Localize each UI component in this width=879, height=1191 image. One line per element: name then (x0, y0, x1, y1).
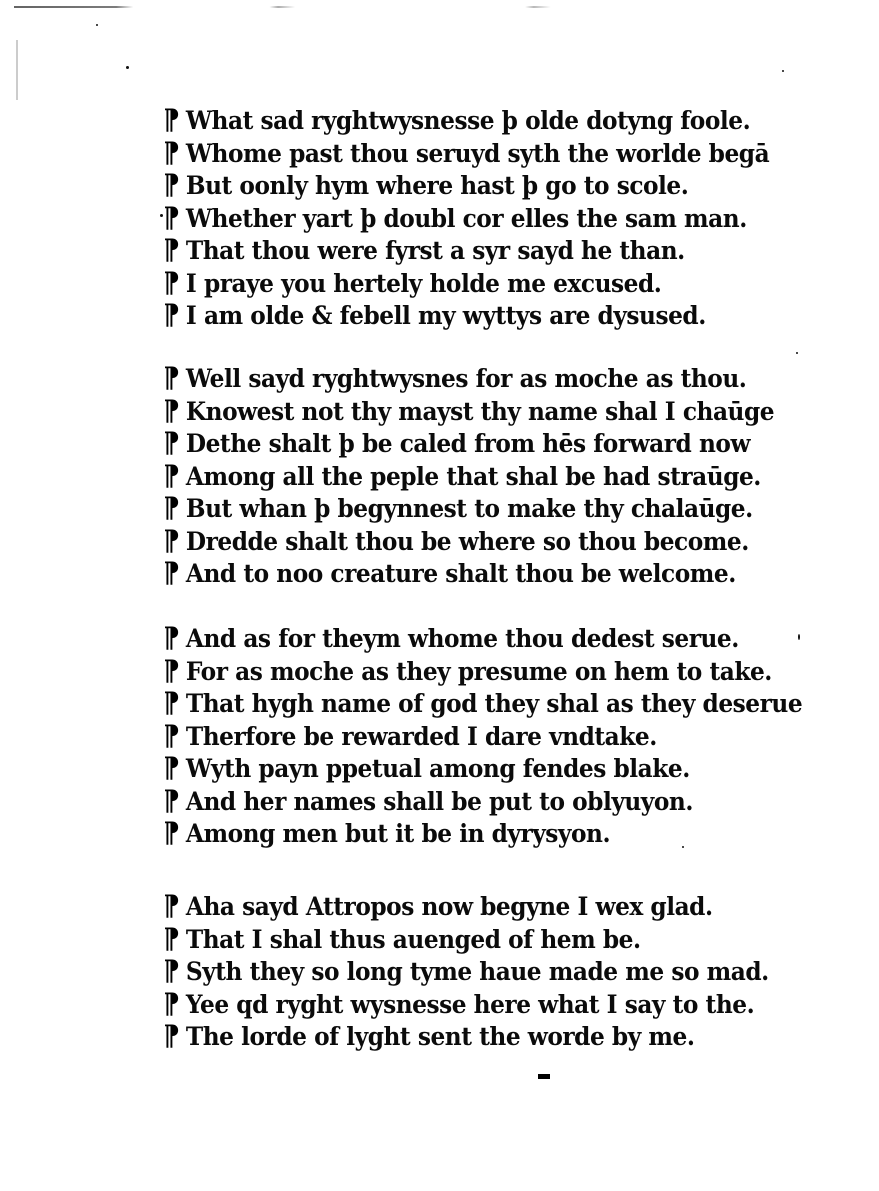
paragraph-mark: ¶ (163, 921, 181, 955)
verse-line (158, 202, 753, 235)
verse-line (158, 135, 770, 170)
paragraph-mark: ¶ (163, 298, 181, 331)
verse-text: Syth they so long tyme haue made me so mad. (185, 957, 769, 986)
paragraph-mark: ¶ (163, 233, 181, 266)
verse-text: Among all the peple that shal be had straūge. (185, 461, 761, 491)
paragraph-mark: ¶ (163, 889, 181, 922)
paragraph-mark: ¶ (163, 265, 181, 299)
stanza-3 (158, 621, 803, 850)
paragraph-mark: ¶ (163, 1019, 181, 1052)
verse-text: That thou were fyrst a syr sayd he than. (185, 236, 685, 265)
verse-text: Yee qd ryght wysnesse here what I say to the. (185, 989, 755, 1019)
verse-text: Wyth payn ppetual among fendes blake. (185, 754, 690, 783)
verse-line (158, 458, 761, 493)
verse-line (158, 752, 753, 785)
ink-speck (96, 24, 98, 26)
verse-text: That I shal thus auenged of hem be. (185, 924, 641, 954)
verse-text: Among men but it be in dyrysyon. (185, 819, 611, 848)
ink-speck (796, 352, 798, 354)
verse-line (158, 890, 753, 923)
verse-line (158, 1020, 753, 1053)
paragraph-mark: ¶ (163, 168, 181, 201)
verse-text: The lorde of lyght sent the worde by me. (185, 1022, 695, 1051)
verse-text: Well sayd ryghtwysnes for as moche as thou. (185, 364, 747, 393)
paragraph-mark: ¶ (163, 954, 181, 987)
paragraph-mark: ¶ (163, 523, 181, 557)
paragraph-mark: ¶ (163, 426, 181, 459)
verse-line (158, 525, 753, 558)
stanza-2 (158, 362, 798, 590)
paragraph-mark: ¶ (163, 686, 181, 719)
verse-line (158, 954, 769, 988)
page-left-edge (16, 40, 18, 100)
verse-text: But whan þ begynnest to make thy chalaūge. (185, 494, 753, 523)
verse-line (158, 720, 753, 753)
verse-text: That hygh name of god they shal as they deserue (185, 689, 803, 718)
verse-line (158, 492, 753, 525)
verse-line (158, 653, 772, 688)
paragraph-mark: ¶ (163, 751, 181, 784)
verse-line (158, 104, 753, 137)
paragraph-mark: ¶ (163, 103, 181, 136)
paragraph-mark: ¶ (163, 718, 181, 752)
verse-line (158, 299, 753, 332)
paragraph-mark: ¶ (163, 491, 181, 524)
end-mark (538, 1074, 550, 1079)
verse-text: For as moche as they presume on hem to take. (185, 656, 772, 686)
verse-text: And her names shall be put to oblyuyon. (185, 786, 693, 816)
paragraph-mark: ¶ (163, 816, 181, 849)
verse-text: Aha sayd Attropos now begyne I wex glad. (185, 892, 713, 921)
paragraph-mark: ¶ (163, 200, 181, 234)
paragraph-mark: ¶ (163, 393, 181, 427)
verse-line (158, 817, 753, 850)
verse-line (158, 988, 753, 1021)
verse-line (158, 267, 753, 300)
verse-text: And as for theym whome thou dedest serue. (185, 624, 739, 653)
verse-text: Whether yart þ doubl cor elles the sam man. (185, 203, 747, 233)
verse-line (158, 362, 753, 395)
verse-text: What sad ryghtwysnesse þ olde dotyng foole. (185, 106, 751, 135)
verse-text: Dredde shalt thou be where so thou become. (185, 526, 749, 556)
verse-text: Knowest not thy mayst thy name shal I chaūge (185, 396, 775, 426)
verse-line (158, 169, 753, 202)
verse-line (158, 785, 753, 818)
stanza-1 (158, 104, 798, 332)
verse-line (158, 557, 753, 590)
paragraph-mark: ¶ (163, 361, 181, 394)
paragraph-mark: ¶ (163, 621, 181, 654)
ink-speck (782, 70, 784, 72)
verse-line (158, 622, 753, 655)
verse-line (158, 686, 803, 720)
verse-text: Therfore be rewarded I dare vndtake. (185, 721, 657, 751)
paragraph-mark: ¶ (163, 653, 181, 687)
ink-speck (798, 634, 800, 640)
verse-text: Whome past thou seruyd syth the worlde begā (185, 138, 770, 168)
verse-text: And to noo creature shalt thou be welcome. (185, 559, 736, 588)
verse-text: I praye you hertely holde me excused. (185, 268, 662, 298)
ink-speck (126, 66, 129, 69)
verse-line (158, 393, 775, 428)
paragraph-mark: ¶ (163, 556, 181, 589)
paragraph-mark: ¶ (163, 783, 181, 817)
paragraph-mark: ¶ (163, 986, 181, 1020)
verse-text: But oonly hym where hast þ go to scole. (185, 171, 689, 200)
verse-line (158, 427, 753, 460)
page-top-edge (14, 6, 866, 8)
verse-text: I am olde & febell my wyttys are dysused. (185, 301, 706, 330)
verse-text: Dethe shalt þ be caled from hēs forward now (185, 429, 751, 458)
verse-line (158, 234, 753, 267)
paragraph-mark: ¶ (163, 458, 181, 492)
stanza-4 (158, 890, 798, 1053)
verse-line (158, 923, 753, 956)
paragraph-mark: ¶ (163, 135, 181, 169)
